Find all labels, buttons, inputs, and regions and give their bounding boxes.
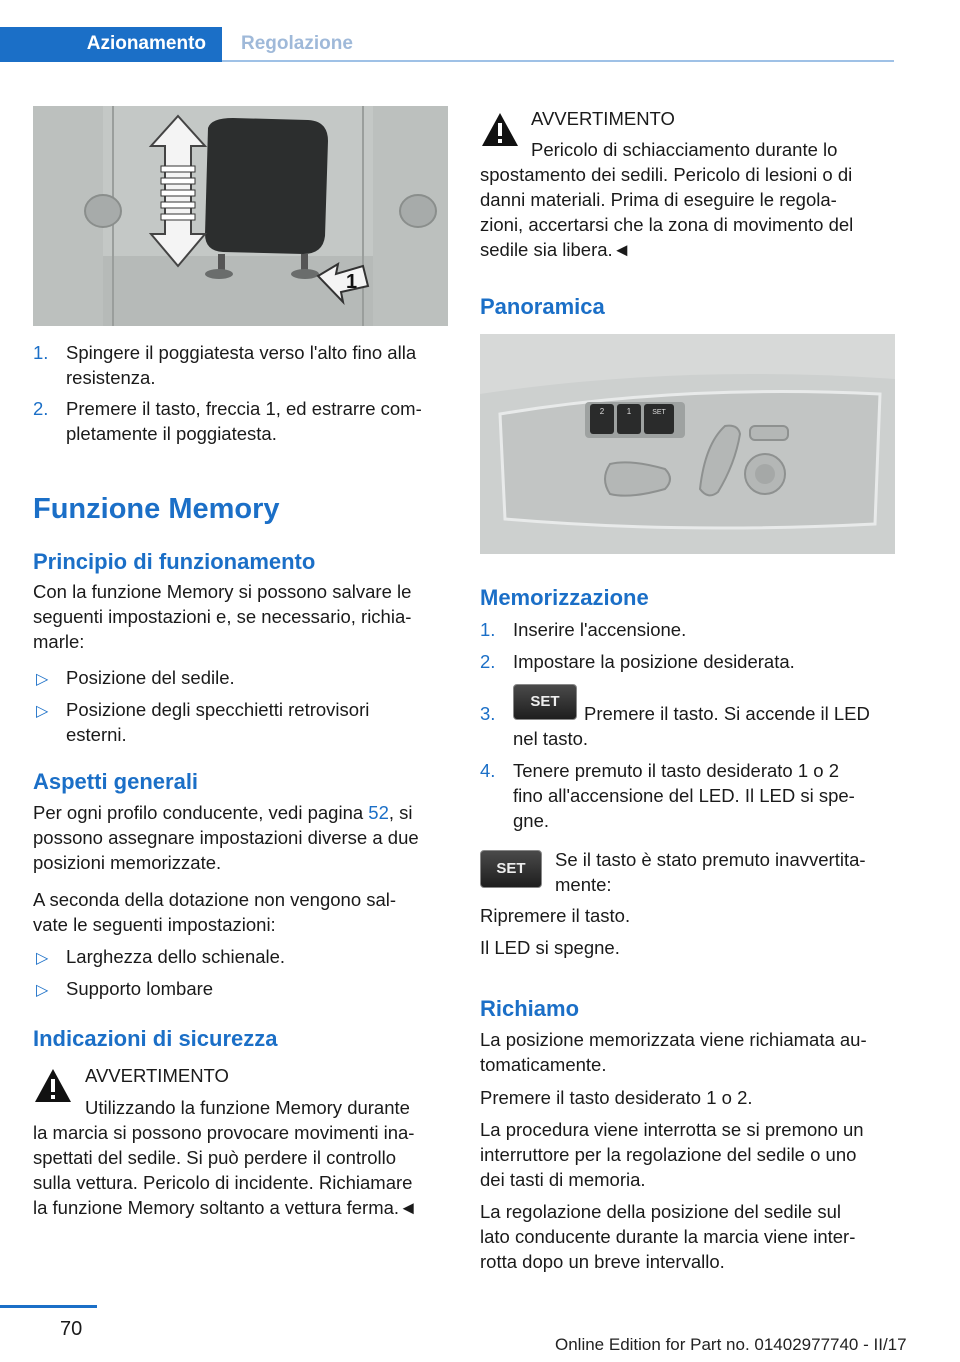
text-line: A seconda della dotazione non vengono sal‐: [33, 889, 397, 910]
subsection-title: Richiamo: [480, 996, 580, 1021]
paragraph: Il LED si spegne.: [480, 937, 620, 958]
headrest-illustration: [33, 106, 448, 326]
text-line: vate le seguenti impostazioni:: [33, 914, 276, 935]
step-text: Impostare la posizione desiderata.: [513, 651, 795, 672]
step-text: Premere il tasto, freccia 1, ed estrarre com‐: [66, 398, 422, 419]
subsection-title: Memorizzazione: [480, 585, 649, 610]
subsection-title: Indicazioni di sicurezza: [33, 1026, 278, 1051]
paragraph: [480, 1199, 855, 1274]
triangle-bullet-icon: ▷: [36, 950, 49, 967]
bullet-text: Larghezza dello schienale.: [66, 946, 286, 967]
step-number: 2.: [480, 651, 496, 672]
section-title: Funzione Memory: [33, 493, 280, 525]
text-line: rotta dopo un breve intervallo.: [480, 1251, 725, 1272]
bullet-text: Supporto lombare: [66, 978, 214, 999]
text-line: La procedura viene interrotta se si premono un: [480, 1119, 864, 1140]
tab-azionamento[interactable]: [0, 27, 222, 62]
text-line: La posizione memorizzata viene richiamata au‐: [480, 1029, 867, 1050]
footer-divider: [0, 1305, 97, 1308]
button-1-label: 1: [626, 407, 632, 416]
text-run: , si: [388, 802, 413, 823]
step-text: pletamente il poggiatesta.: [66, 423, 277, 444]
triangle-bullet-icon: ▷: [36, 671, 49, 688]
step-number: 1.: [480, 619, 496, 640]
step-text: Premere il tasto. Si accende il LED: [584, 703, 870, 724]
step-number: 1.: [33, 342, 49, 363]
callout-1: 1: [346, 271, 358, 293]
step-number: 2.: [33, 398, 49, 419]
set-button-icon: SET: [480, 850, 542, 888]
step-text: nel tasto.: [513, 728, 589, 749]
paragraph: Ripremere il tasto.: [480, 905, 631, 926]
text-line: posizioni memorizzate.: [33, 852, 222, 873]
step-text: fino all'accensione del LED. Il LED si spe‐: [513, 785, 855, 806]
text-line: lato conducente durante la marcia viene inter‐: [480, 1226, 856, 1247]
paragraph: [33, 579, 411, 654]
warning-title: AVVERTIMENTO: [85, 1065, 229, 1086]
step-number: 4.: [480, 760, 496, 781]
triangle-bullet-icon: ▷: [36, 703, 49, 720]
note-text: mente:: [555, 874, 612, 895]
text-run: Per ogni profilo conducente, vedi pagina: [33, 802, 369, 823]
bullet-text: Posizione degli specchietti retrovisori: [66, 699, 370, 720]
paragraph: [480, 1117, 864, 1192]
warning-text: Pericolo di schiacciamento durante lo: [531, 139, 838, 160]
subsection-title: Panoramica: [480, 294, 605, 319]
warning-text: danni materiali. Prima di eseguire le regola‐: [480, 189, 837, 210]
button-set-label: SET: [652, 409, 666, 416]
seat-controls-illustration: [480, 334, 895, 554]
warning-title: AVVERTIMENTO: [531, 108, 675, 129]
warning-text: Utilizzando la funzione Memory durante: [85, 1097, 410, 1118]
paragraph: [33, 800, 453, 875]
paragraph: Premere il tasto desiderato 1 o 2.: [480, 1087, 753, 1108]
warning-triangle-icon: [480, 110, 520, 150]
paragraph: [480, 1027, 867, 1077]
bullet-text: Posizione del sedile.: [66, 667, 235, 688]
paragraph: [33, 887, 453, 937]
text-line: marle:: [33, 631, 85, 652]
warning-text: sulla vettura. Pericolo di incidente. Richiamare: [33, 1172, 413, 1193]
subsection-title: Aspetti generali: [33, 769, 199, 794]
warning-text: spettati del sedile. Si può perdere il controllo: [33, 1147, 397, 1168]
warning-text: spostamento dei sedili. Pericolo di lesioni o di: [480, 164, 853, 185]
text-line: La regolazione della posizione del sedile sul: [480, 1201, 841, 1222]
text-line: interruttore per la regolazione del sedile o uno: [480, 1144, 857, 1165]
text-line: seguenti impostazioni e, se necessario, richia‐: [33, 606, 412, 627]
warning-text: zioni, accertarsi che la zona di movimento del: [480, 214, 854, 235]
text-line: possono assegnare impostazioni diverse a due: [33, 827, 419, 848]
bullet-text: esterni.: [66, 724, 127, 745]
tab-regolazione[interactable]: [241, 27, 353, 62]
text-line: tomaticamente.: [480, 1054, 607, 1075]
text-line: dei tasti di memoria.: [480, 1169, 646, 1190]
button-2-label: 2: [599, 407, 605, 416]
page-number: 70: [60, 1318, 83, 1340]
step-text: Spingere il poggiatesta verso l'alto fino alla: [66, 342, 417, 363]
text-line: Con la funzione Memory si possono salvare le: [33, 581, 412, 602]
header-divider: [222, 60, 894, 62]
triangle-bullet-icon: ▷: [36, 982, 49, 999]
step-text: Tenere premuto il tasto desiderato 1 o 2: [513, 760, 839, 781]
edition-info: Online Edition for Part no. 01402977740 - II/17: [555, 1335, 907, 1354]
warning-text: la funzione Memory soltanto a vettura ferma.◄: [33, 1197, 418, 1218]
page-link[interactable]: 52: [368, 802, 389, 823]
warning-triangle-icon: [33, 1066, 73, 1106]
tab-label: Regolazione: [241, 33, 353, 54]
warning-text: sedile sia libera.◄: [480, 239, 631, 260]
note-text: Se il tasto è stato premuto inavvertita‐: [555, 849, 866, 870]
tab-label: Azionamento: [86, 33, 206, 54]
set-button-icon: SET: [513, 684, 577, 720]
step-text: gne.: [513, 810, 550, 831]
subsection-title: Principio di funzionamento: [33, 549, 316, 574]
step-text: resistenza.: [66, 367, 156, 388]
step-text: Inserire l'accensione.: [513, 619, 687, 640]
warning-text: la marcia si possono provocare movimenti ina‐: [33, 1122, 415, 1143]
step-number: 3.: [480, 703, 496, 724]
